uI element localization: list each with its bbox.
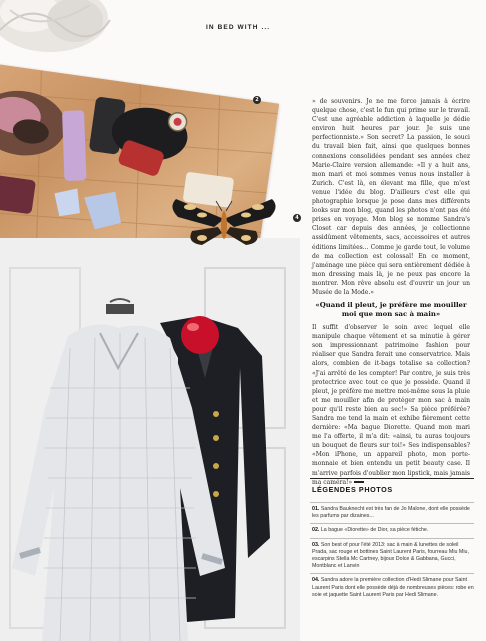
caption-number: 02. [312,527,320,534]
caption-item [310,502,474,523]
caption-text: La bague «Diorette» de Dior, sa pièce fétiche. [319,527,429,534]
clothes-photo [0,238,300,641]
captions-title: LÉGENDES PHOTOS [312,485,393,494]
photo-marker-2: 2 [253,96,261,104]
caption-item [310,538,474,574]
pull-quote: «Quand il pleut, je préfère me mouiller moi que mon sac à main» [315,301,467,319]
photo-marker-4: 4 [293,214,301,222]
butterfly-image [168,193,280,253]
pompon-decoration [0,0,115,60]
article-paragraph-1: » de souvenirs. Je ne me force jamais à écrire quelque chose, c'est le fun qui prime sur le travail. C'est une agréable addiction à laquelle je dédie environ huit heures par jour. Je suis une perfectionniste.» Son secret? La passion, le souci du travail bien fait, ainsi que quelques bonnes connexions consolidées pendant ses années chez Marie-Claire version allemande: «Il y a huit ans, mon mari et moi sommes venus nous installer à Zurich. C'est là, en élevant ma fille, que m'est venue l'idée du blog. D'ailleurs c'est elle qui photographie lorsque je pose dans mes différents looks sur mon blog, quand les photos n'ont pas été prises en voyage. Mon blog se nomme Sandra's Closet car depuis des années, je collectionne assidûment vêtements, sacs, accessoires et autres éditions limitées... Comme je garde tout, le volume de ma collection est colossal! En ce moment, j'aménage une pièce qui sera entièrement dédiée à mon dressing mais là, je ne peux pas encore la montrer. Mon rêve absolu est d'ouvrir un jour un Musée de la Mode.» [312,98,470,296]
article-paragraph-2-text: Il suffit d'observer le soin avec lequel elle manipule chaque vêtement et sa minutie à gérer son impressionnant patrimoine fashion pour réaliser que Sandra ferait une conservatrice. Mais alors, combien de it-bags totalise sa collection? «J'ai arrêté de les compter! Par contre, je suis très protectrice avec tout ce que je possède. Quand il pleut, je préfère me mettre moi-même sous la pluie et me mouiller afin de protéger mon sac à main pour qu'il reste bien au sec!» Sa pièce préférée? Sandra me tend la main et exhibe fièrement cette dernière: «Ma bague Diorette. Quand mon mari me l'a offerte, il m'a dit: «ainsi, tu auras toujours un bouquet de fleurs sur toi!» Ses indispensables? «Mon iPhone, un appareil photo, mon porte-monnaie et bien entendu un petit beauty case. Il m'arrive parfois d'oublier mon lipstick, mais jamais ma caméra!» [312,324,470,486]
caption-item [310,523,474,537]
caption-number: 03. [312,541,320,548]
section-header: IN BED WITH ... [206,24,271,31]
caption-number: 01. [312,506,320,512]
photo-captions [310,478,474,602]
caption-item [310,573,474,602]
caption-number: 04. [312,577,320,584]
article-paragraph-2 [312,323,470,487]
caption-text: Sandra adore la première collection d'Hedi Slimane pour Saint Laurent Paris dont elle possède déjà de nombreuses pièces: robe en soie et jaquette Saint Laurent Paris par Hedi Slimane. [312,577,474,598]
caption-text: Son best of pour l'été 2013: sac à main & lunettes de soleil Prada, sac rouge et bottines Saint Laurent Paris, fourreau Miu Miu, escarpins Stella Mc Cartney, bijoux Dolce & Gabbana, Gucci, Montblanc et Lanvin [312,541,469,570]
article-body [312,97,470,487]
caption-text: Sandra Bauknecht est très fan de Jo Malone, dont elle possède les parfums par dizaines... [312,506,470,520]
